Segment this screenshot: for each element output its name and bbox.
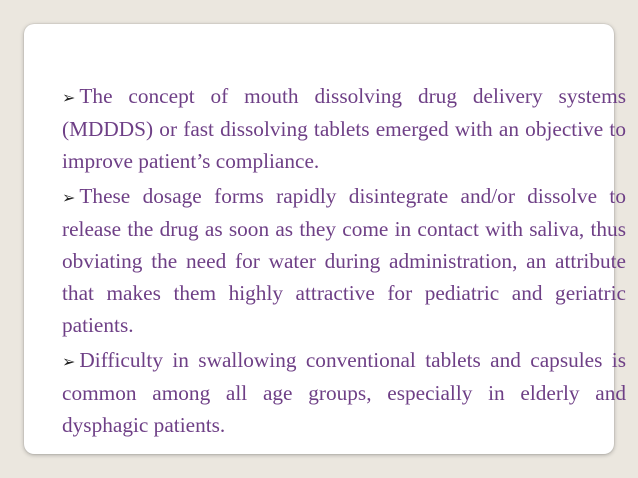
bullet-text-3: Difficulty in swallowing conventional tablets and capsules is common among all age groups, especially in elderly and dysphagic patients. (62, 348, 626, 437)
bullet-text-1: The concept of mouth dissolving drug delivery systems (MDDDS) or fast dissolving tablets emerged with an objective to improve patient’s compliance. (62, 84, 626, 173)
bullet-item-2 (62, 181, 626, 341)
content-card (24, 24, 626, 454)
bullet-list (62, 81, 626, 446)
arrow-bullet-icon: ➢ (62, 88, 76, 107)
arrow-bullet-icon: ➢ (62, 352, 76, 372)
bullet-item-3 (62, 345, 626, 441)
bullet-text-2: These dosage forms rapidly disintegrate and/or dissolve to release the drug as soon as they come in contact with saliva, thus obviating the need for water during administration, an attribute that makes them highly attractive for pediatric and geriatric patients. (62, 184, 626, 337)
arrow-bullet-icon: ➢ (62, 188, 76, 208)
bullet-item-1 (62, 81, 626, 177)
